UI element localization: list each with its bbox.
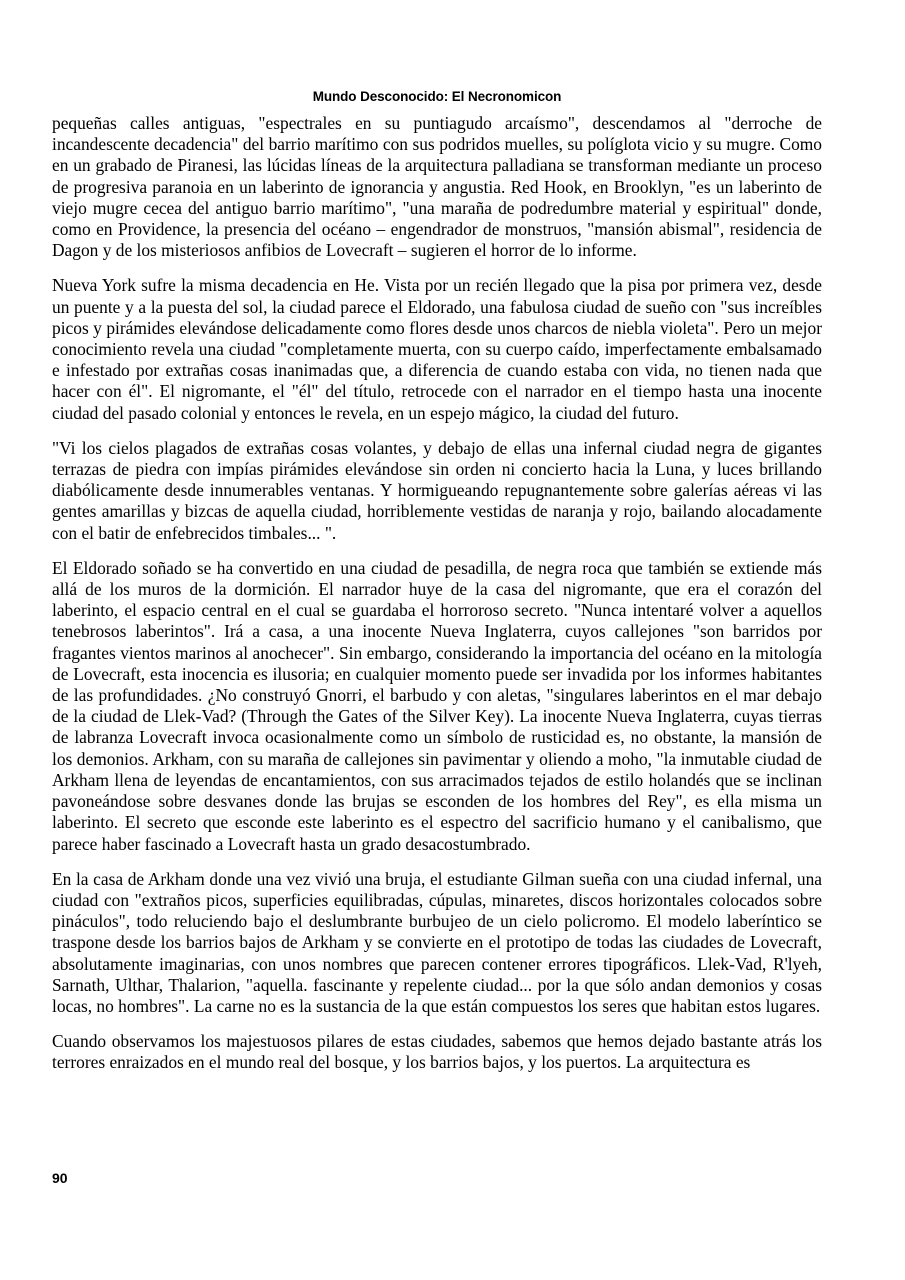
body-paragraph: Cuando observamos los majestuosos pilares de estas ciudades, sabemos que hemos dejado bastante atrás los terrores enraizados en el mundo real del bosque, y los barrios bajos, y los puertos. La arquitectura es	[52, 1031, 822, 1073]
body-paragraph: "Vi los cielos plagados de extrañas cosas volantes, y debajo de ellas una infernal ciudad negra de gigantes terrazas de piedra con impías pirámides elevándose sin orden ni concierto hacia la Luna, y luces brillando diabólicamente desde innumerables ventanas. Y hormigueando repugnantemente sobre galerías aéreas vi las gentes amarillas y bizcas de aquella ciudad, horriblemente vestidas de naranja y rojo, bailando alocadamente con el batir de enfebrecidos timbales... ".	[52, 437, 822, 543]
body-paragraph: pequeñas calles antiguas, "espectrales en su puntiagudo arcaísmo", descendamos al "derroche de incandescente decadencia" del barrio marítimo con sus podridos muelles, su políglota vicio y su mugre. Como en un grabado de Piranesi, las lúcidas líneas de la arquitectura palladiana se transforman mediante un proceso de progresiva paranoia en un laberinto de ignorancia y angustia. Red Hook, en Brooklyn, "es un laberinto de viejo mugre cecea del antiguo barrio marítimo", "una maraña de podredumbre material y espiritual" donde, como en Providence, la presencia del océano – engendrador de monstruos, "mansión abismal", residencia de Dagon y de los misteriosos anfibios de Lovecraft – sugieren el horror de lo informe.	[52, 113, 822, 261]
body-paragraph: En la casa de Arkham donde una vez vivió una bruja, el estudiante Gilman sueña con una ciudad infernal, una ciudad con "extraños picos, superficies equilibradas, cúpulas, minaretes, discos horizontales colocados sobre pináculos", todo reluciendo bajo el deslumbrante burbujeo de un cielo policromo. El modelo laberíntico se traspone desde los barrios bajos de Arkham y se convierte en el prototipo de todas las ciudades de Lovecraft, absolutamente imaginarias, con unos nombres que parecen contener errores tipográficos. Llek-Vad, R'lyeh, Sarnath, Ulthar, Thalarion, "aquella. fascinante y repelente ciudad... por la que sólo andan demonios y cosas locas, no hombres". La carne no es la sustancia de la que están compuestos los seres que habitan estos lugares.	[52, 868, 822, 1016]
page-content	[52, 88, 822, 1074]
body-paragraph: El Eldorado soñado se ha convertido en una ciudad de pesadilla, de negra roca que también se extiende más allá de los muros de la dormición. El narrador huye de la casa del nigromante, que era el corazón del laberinto, el espacio central en el cual se guardaba el horroroso secreto. "Nunca intentaré volver a aquellos tenebrosos laberintos". Irá a casa, a una inocente Nueva Inglaterra, cuyos callejones "son barridos por fragantes vientos marinos al anochecer". Sin embargo, considerando la importancia del océano en la mitología de Lovecraft, esta inocencia es ilusoria; en cualquier momento puede ser invadida por los informes habitantes de las profundidades. ¿No construyó Gnorri, el barbudo y con aletas, "singulares laberintos en el mar debajo de la ciudad de Llek-Vad? (Through the Gates of the Silver Key). La inocente Nueva Inglaterra, cuyas tierras de labranza Lovecraft invoca ocasionalmente como un símbolo de rusticidad es, no obstante, la mansión de los demonios. Arkham, con su maraña de callejones sin pavimentar y oliendo a moho, "la inmutable ciudad de Arkham llena de leyendas de encantamientos, con sus arracimados tejados de estilo holandés que se inclinan pavoneándose sobre desvanes donde las brujas se esconden de los hombres del Rey", es ella misma un laberinto. El secreto que esconde este laberinto es el espectro del sacrificio humano y el canibalismo, que parece haber fascinado a Lovecraft hasta un grado desacostumbrado.	[52, 557, 822, 854]
running-header: Mundo Desconocido: El Necronomicon	[312, 89, 562, 104]
body-paragraph: Nueva York sufre la misma decadencia en He. Vista por un recién llegado que la pisa por primera vez, desde un puente y a la puesta del sol, la ciudad parece el Eldorado, una fabulosa ciudad de sueño con "sus increíbles picos y pirámides elevándose delicadamente como flores desde unos charcos de niebla violeta". Pero un mejor conocimiento revela una ciudad "completamente muerta, con su cuerpo caído, imperfectamente embalsamado e infestado por extrañas cosas inanimadas que, a diferencia de cuando estaba con vida, no tienen nada que hacer con él". El nigromante, el "él" del título, retrocede con el narrador en el tiempo hasta una inocente ciudad del pasado colonial y entonces le revela, en un espejo mágico, la ciudad del futuro.	[52, 275, 822, 423]
page-number: 90	[52, 1170, 68, 1186]
